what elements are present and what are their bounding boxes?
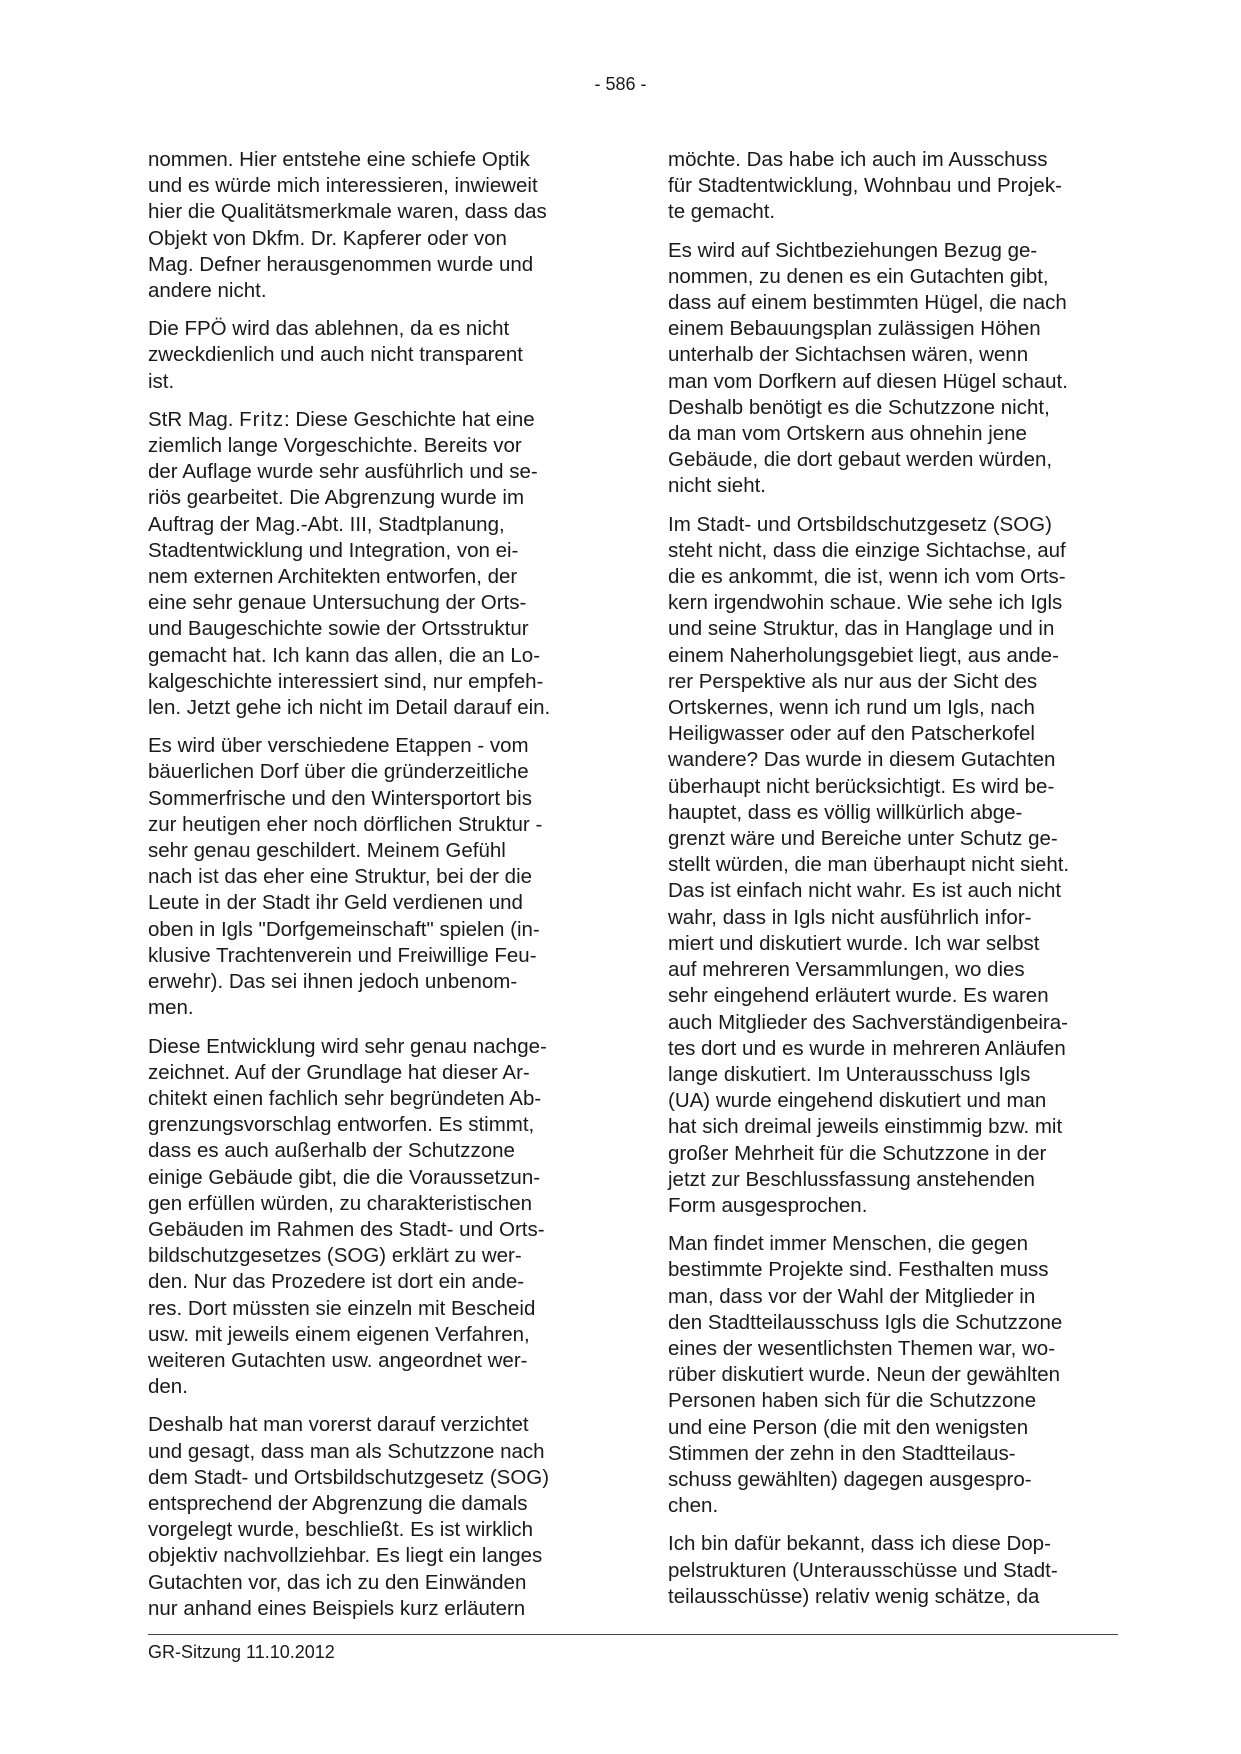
text-line: nach ist das eher eine Struktur, bei der die bbox=[148, 865, 533, 889]
text-line: gemacht hat. Ich kann das allen, die an Lo- bbox=[148, 643, 541, 667]
text-line: bestimmte Projekte sind. Festhalten muss bbox=[668, 1258, 1049, 1282]
text-line: ist. bbox=[148, 369, 175, 393]
text-line: men. bbox=[148, 996, 194, 1020]
text-line: miert und diskutiert wurde. Ich war selbst bbox=[668, 931, 1040, 955]
right-column bbox=[668, 147, 1128, 1622]
text-line: oben in Igls "Dorfgemeinschaft" spielen (in- bbox=[148, 917, 540, 941]
text-line: dass auf einem bestimmten Hügel, die nach bbox=[668, 291, 1067, 315]
text-line: dem Stadt- und Ortsbildschutzgesetz (SOG) bbox=[148, 1465, 550, 1489]
text-line bbox=[148, 407, 608, 433]
text-line: der Auflage wurde sehr ausführlich und se- bbox=[148, 460, 538, 484]
text-line: Ich bin dafür bekannt, dass ich diese Dop- bbox=[668, 1532, 1051, 1556]
left-column bbox=[148, 147, 608, 1634]
text-line: einem Bebauungsplan zulässigen Höhen bbox=[668, 317, 1041, 341]
text-line: Form ausgesprochen. bbox=[668, 1193, 868, 1217]
paragraph bbox=[148, 147, 608, 304]
text-line: kalgeschichte interessiert sind, nur empfeh- bbox=[148, 669, 544, 693]
text-line: weiteren Gutachten usw. angeordnet wer- bbox=[148, 1348, 528, 1372]
text-line: den Stadtteilausschuss Igls die Schutzzone bbox=[668, 1310, 1063, 1334]
text-line: die es ankommt, die ist, wenn ich vom Orts- bbox=[668, 565, 1066, 589]
text-line: und eine Person (die mit den wenigsten bbox=[668, 1415, 1029, 1439]
text-line: den. Nur das Prozedere ist dort ein ande- bbox=[148, 1270, 525, 1294]
footer-session-date: GR-Sitzung 11.10.2012 bbox=[148, 1642, 335, 1662]
text-line: stellt würden, die man überhaupt nicht sieht. bbox=[668, 853, 1070, 877]
text-line: sehr eingehend erläutert wurde. Es waren bbox=[668, 984, 1049, 1008]
text-line: für Stadtentwicklung, Wohnbau und Projek- bbox=[668, 174, 1062, 198]
text-line: einige Gebäude gibt, die die Voraussetzun- bbox=[148, 1165, 541, 1189]
text-line: und Baugeschichte sowie der Ortsstruktur bbox=[148, 617, 529, 641]
text-line: nur anhand eines Beispiels kurz erläutern bbox=[148, 1596, 526, 1620]
text-line: rüber diskutiert wurde. Neun der gewählten bbox=[668, 1363, 1060, 1387]
text-line: grenzt wäre und Bereiche unter Schutz ge- bbox=[668, 827, 1058, 851]
text-line: Gebäuden im Rahmen des Stadt- und Orts- bbox=[148, 1217, 545, 1241]
text-line: auch Mitglieder des Sachverständigenbeira- bbox=[668, 1010, 1068, 1034]
speaker-name: Fritz bbox=[239, 407, 284, 431]
text-line: nem externen Architekten entworfen, der bbox=[148, 565, 518, 589]
text-line: Deshalb benötigt es die Schutzzone nicht, bbox=[668, 395, 1050, 419]
text-line: Stimmen der zehn in den Stadtteilaus- bbox=[668, 1441, 1016, 1465]
text-line: klusive Trachtenverein und Freiwillige Feu- bbox=[148, 943, 537, 967]
text-line: zweckdienlich und auch nicht transparent bbox=[148, 343, 523, 367]
text-line: Sommerfrische und den Wintersportort bis bbox=[148, 786, 532, 810]
text-line: ziemlich lange Vorgeschichte. Bereits vor bbox=[148, 434, 522, 458]
text-line: möchte. Das habe ich auch im Ausschuss bbox=[668, 148, 1048, 171]
text-line: vorgelegt wurde, beschließt. Es ist wirklich bbox=[148, 1518, 534, 1542]
paragraph bbox=[668, 512, 1128, 1219]
text-line: man vom Dorfkern auf diesen Hügel schaut. bbox=[668, 369, 1068, 393]
text-line: schuss gewählten) dagegen ausgespro- bbox=[668, 1467, 1032, 1491]
text-line: bildschutzgesetzes (SOG) erklärt zu wer- bbox=[148, 1244, 522, 1268]
text-line: bäuerlichen Dorf über die gründerzeitliche bbox=[148, 760, 529, 784]
text-line: lange diskutiert. Im Unterausschuss Igls bbox=[668, 1062, 1031, 1086]
text-line: gen erfüllen würden, zu charakteristischen bbox=[148, 1191, 533, 1215]
text-line: Gebäude, die dort gebaut werden würden, bbox=[668, 448, 1053, 472]
text-line: hier die Qualitätsmerkmale waren, dass das bbox=[148, 200, 547, 224]
text-line: Es wird auf Sichtbeziehungen Bezug ge- bbox=[668, 238, 1038, 262]
text-line: nommen, zu denen es ein Gutachten gibt, bbox=[668, 264, 1049, 288]
text-line: nicht sieht. bbox=[668, 474, 766, 498]
paragraph bbox=[148, 407, 608, 721]
text-line: Personen haben sich für die Schutzzone bbox=[668, 1389, 1037, 1413]
text-line: großer Mehrheit für die Schutzzone in der bbox=[668, 1141, 1047, 1165]
text-line: und gesagt, dass man als Schutzzone nach bbox=[148, 1439, 545, 1463]
speaker-title: StR Mag. bbox=[148, 407, 240, 431]
text-line: Die FPÖ wird das ablehnen, da es nicht bbox=[148, 317, 510, 341]
paragraph bbox=[148, 1412, 608, 1622]
text-line: objektiv nachvollziehbar. Es liegt ein langes bbox=[148, 1544, 543, 1568]
text-line: eines der wesentlichsten Themen war, wo- bbox=[668, 1336, 1056, 1360]
text-line: eine sehr genaue Untersuchung der Orts- bbox=[148, 591, 527, 615]
text-line: Im Stadt- und Ortsbildschutzgesetz (SOG) bbox=[668, 512, 1052, 536]
paragraph bbox=[148, 316, 608, 395]
text-line: den. bbox=[148, 1375, 188, 1399]
text-line: wandere? Das wurde in diesem Gutachten bbox=[668, 748, 1056, 772]
text-line: da man vom Ortskern aus ohnehin jene bbox=[668, 422, 1027, 446]
paragraph bbox=[668, 238, 1128, 500]
paragraph bbox=[668, 1231, 1128, 1519]
text-line: te gemacht. bbox=[668, 200, 776, 224]
text-line: Objekt von Dkfm. Dr. Kapferer oder von bbox=[148, 226, 507, 250]
text-line: res. Dort müssten sie einzeln mit Bescheid bbox=[148, 1296, 536, 1320]
text-line: riös gearbeitet. Die Abgrenzung wurde im bbox=[148, 486, 525, 510]
paragraph bbox=[668, 1531, 1128, 1610]
text-line: kern irgendwohin schaue. Wie sehe ich Igls bbox=[668, 591, 1063, 615]
text-line: hauptet, dass es völlig willkürlich abge- bbox=[668, 800, 1023, 824]
text-line: Das ist einfach nicht wahr. Es ist auch nicht bbox=[668, 879, 1062, 903]
text-line: Deshalb hat man vorerst darauf verzichtet bbox=[148, 1413, 529, 1437]
text-line: auf mehreren Versammlungen, wo dies bbox=[668, 958, 1025, 982]
text-line: Leute in der Stadt ihr Geld verdienen und bbox=[148, 891, 523, 915]
text-line: nommen. Hier entstehe eine schiefe Optik bbox=[148, 148, 530, 171]
text-line: Stadtentwicklung und Integration, von ei- bbox=[148, 538, 519, 562]
paragraph bbox=[668, 147, 1128, 226]
text-line: Man findet immer Menschen, die gegen bbox=[668, 1232, 1029, 1256]
paragraph bbox=[148, 1034, 608, 1401]
text-line: Es wird über verschiedene Etappen - vom bbox=[148, 734, 529, 758]
page-number: - 586 - bbox=[594, 74, 647, 94]
text-line: Heiligwasser oder auf den Patscherkofel bbox=[668, 722, 1035, 746]
footer-divider bbox=[148, 1634, 1118, 1635]
text-line: einem Naherholungsgebiet liegt, aus ande- bbox=[668, 643, 1059, 667]
text-line: jetzt zur Beschlussfassung anstehenden bbox=[668, 1167, 1035, 1191]
text-line: zeichnet. Auf der Grundlage hat dieser Ar- bbox=[148, 1060, 530, 1084]
text-line: erwehr). Das sei ihnen jedoch unbenom- bbox=[148, 970, 518, 994]
text-line: Gutachten vor, das ich zu den Einwänden bbox=[148, 1570, 527, 1594]
text-line: Ortskernes, wenn ich rund um Igls, nach bbox=[668, 696, 1035, 720]
text-line: und es würde mich interessieren, inwieweit bbox=[148, 174, 538, 198]
text-line: chitekt einen fachlich sehr begründeten Ab- bbox=[148, 1086, 542, 1110]
text-line: tes dort und es wurde in mehreren Anläufen bbox=[668, 1036, 1066, 1060]
text-line: pelstrukturen (Unterausschüsse und Stadt- bbox=[668, 1558, 1058, 1582]
text-line: man, dass vor der Wahl der Mitglieder in bbox=[668, 1284, 1036, 1308]
text-line: entsprechend der Abgrenzung die damals bbox=[148, 1491, 528, 1515]
text-line: wahr, dass in Igls nicht ausführlich infor- bbox=[668, 905, 1032, 929]
text-line: grenzungsvorschlag entworfen. Es stimmt, bbox=[148, 1113, 535, 1137]
text-line: chen. bbox=[668, 1494, 719, 1518]
paragraph bbox=[148, 733, 608, 1021]
text-line: len. Jetzt gehe ich nicht im Detail darauf ein. bbox=[148, 696, 551, 720]
text-line: sehr genau geschildert. Meinem Gefühl bbox=[148, 839, 506, 863]
text-line: zur heutigen eher noch dörflichen Struktur - bbox=[148, 812, 543, 836]
text-line: unterhalb der Sichtachsen wären, wenn bbox=[668, 343, 1029, 367]
text-line: überhaupt nicht berücksichtigt. Es wird be- bbox=[668, 774, 1055, 798]
text-line: usw. mit jeweils einem eigenen Verfahren, bbox=[148, 1322, 530, 1346]
text-line: teilausschüsse) relativ wenig schätze, da bbox=[668, 1584, 1040, 1608]
text-line: rer Perspektive als nur aus der Sicht des bbox=[668, 669, 1038, 693]
text-line: steht nicht, dass die einzige Sichtachse, auf bbox=[668, 538, 1066, 562]
text-line: (UA) wurde eingehend diskutiert und man bbox=[668, 1089, 1047, 1113]
text-line: Mag. Defner herausgenommen wurde und bbox=[148, 252, 534, 276]
speech-opening: : Diese Geschichte hat eine bbox=[284, 407, 535, 431]
text-line: dass es auch außerhalb der Schutzzone bbox=[148, 1139, 515, 1163]
text-line: hat sich dreimal jeweils einstimmig bzw. mit bbox=[668, 1115, 1063, 1139]
text-line: Auftrag der Mag.-Abt. III, Stadtplanung, bbox=[148, 512, 505, 536]
text-line: Diese Entwicklung wird sehr genau nachge- bbox=[148, 1034, 547, 1058]
text-line: und seine Struktur, das in Hanglage und in bbox=[668, 617, 1055, 641]
text-line: andere nicht. bbox=[148, 279, 267, 303]
